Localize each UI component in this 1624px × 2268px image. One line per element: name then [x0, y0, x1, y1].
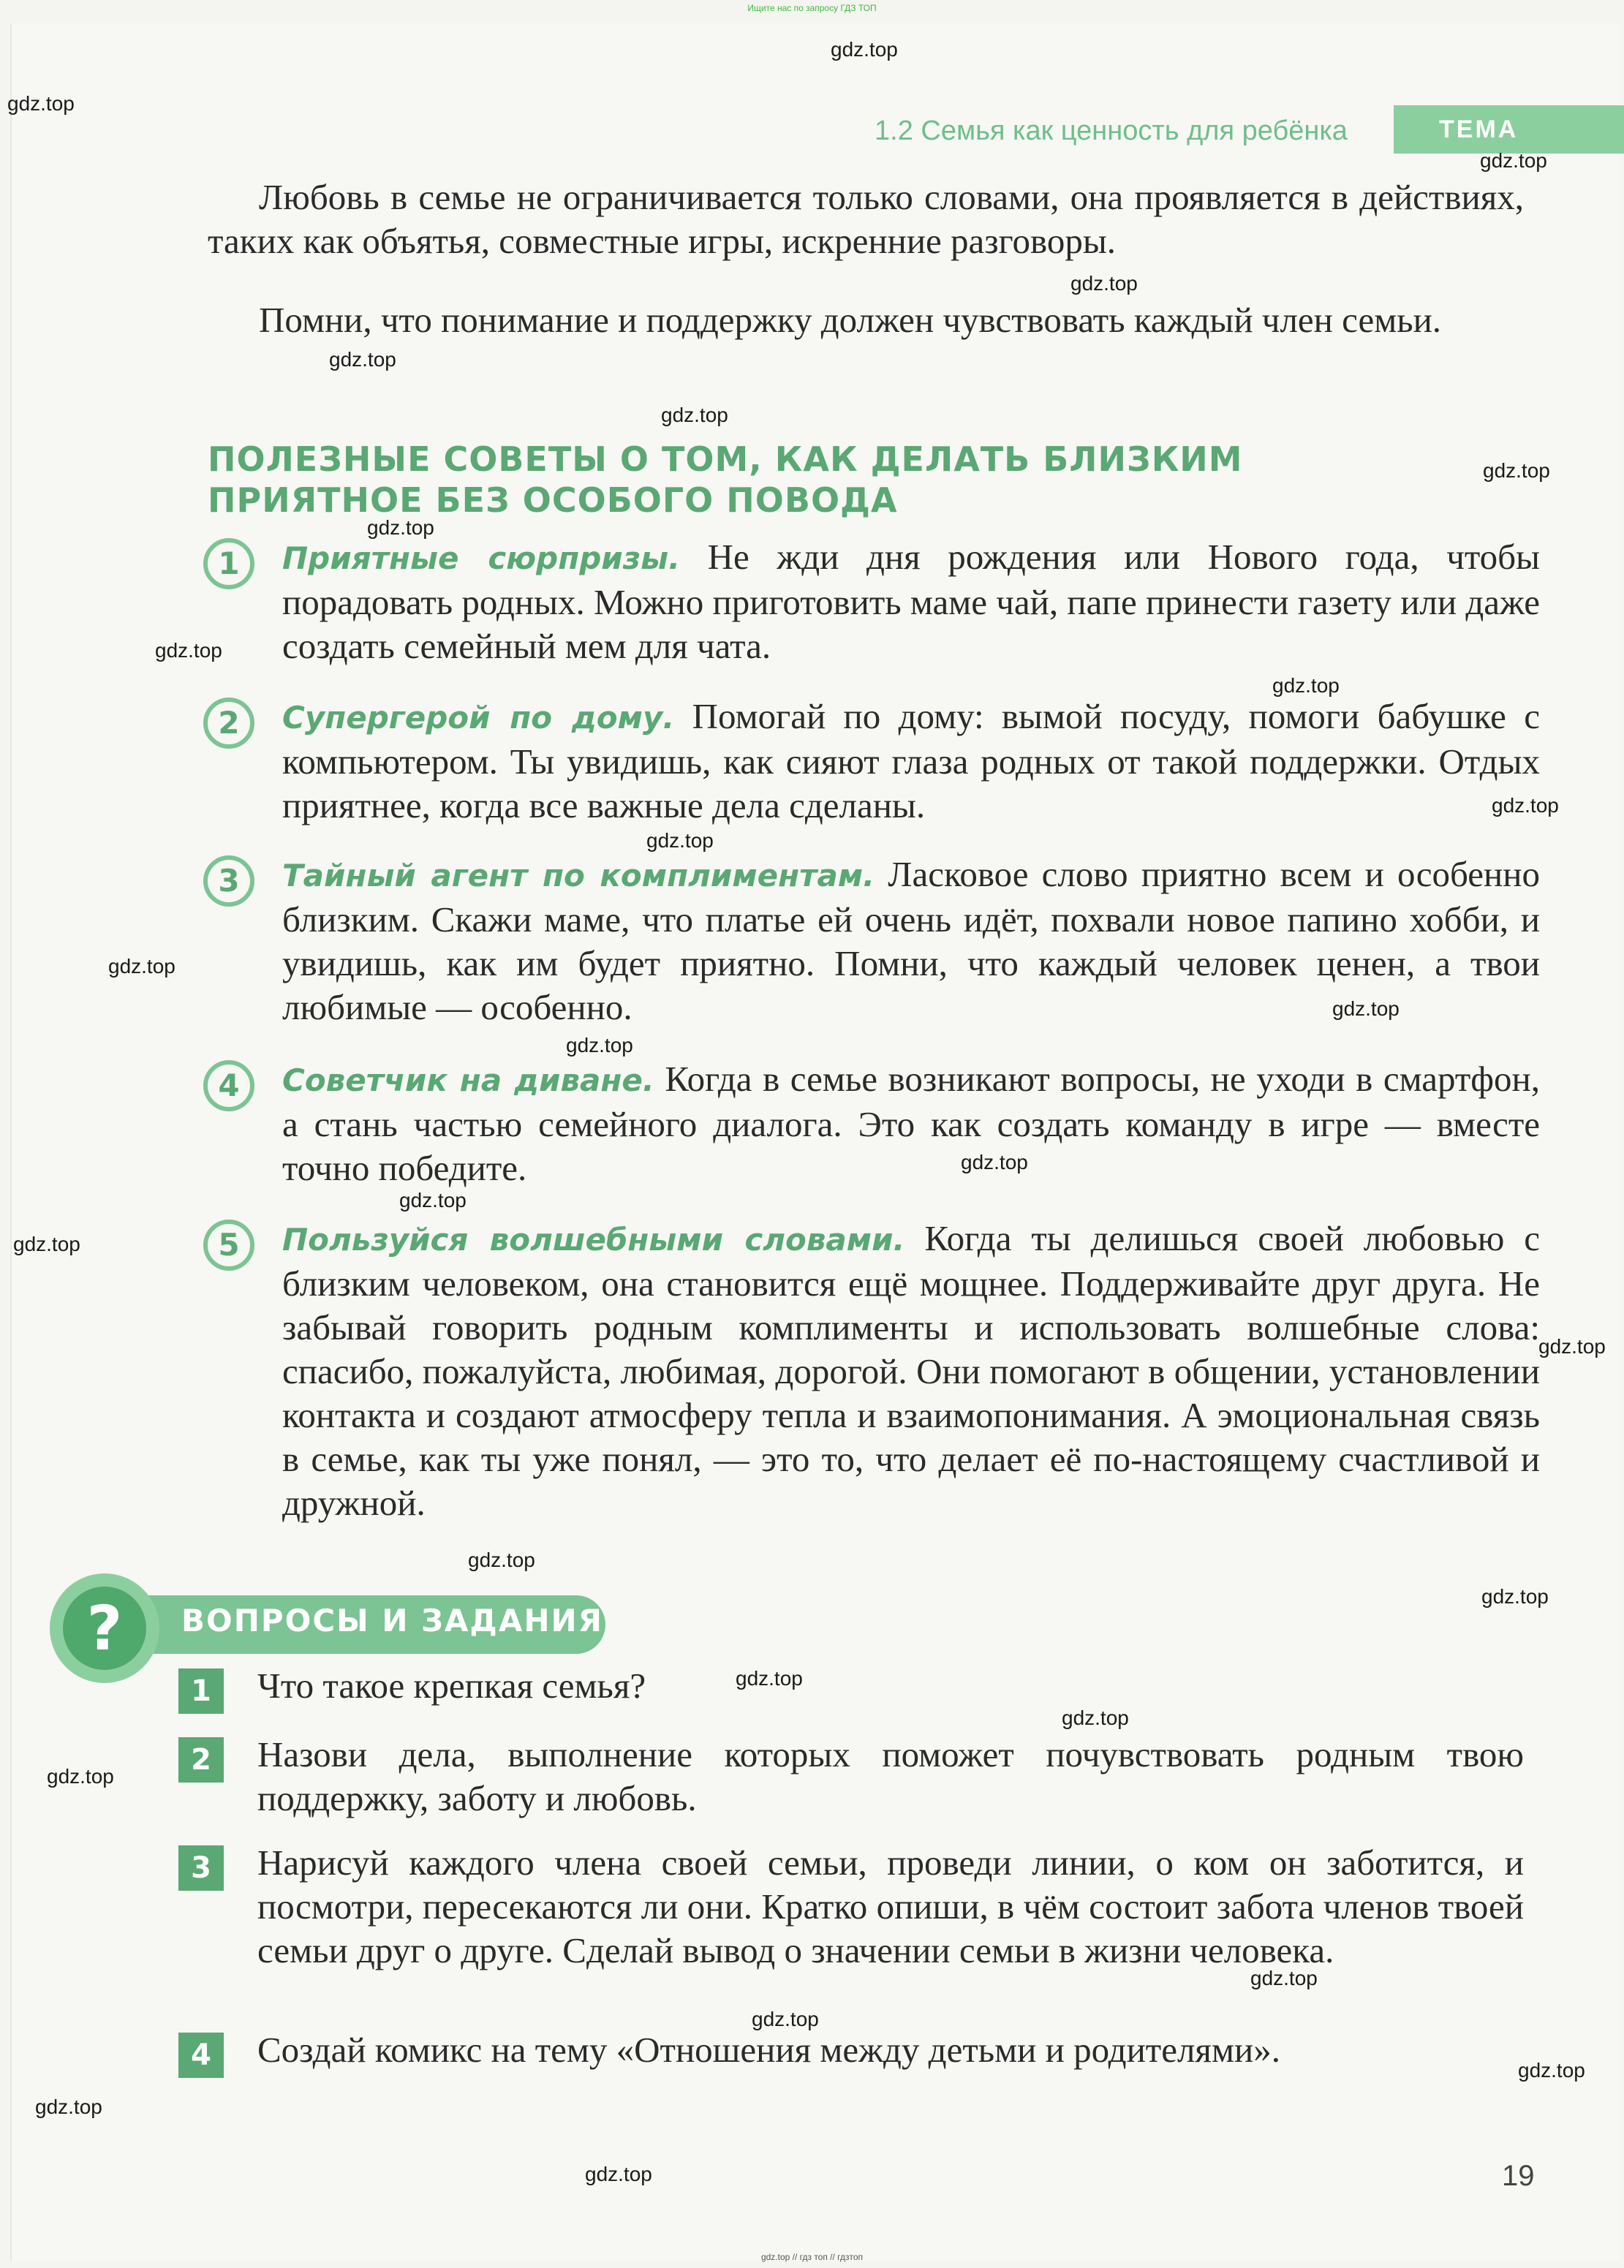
bottom-banner: gdz.top // гдз топ // гдзтоп: [760, 2252, 864, 2262]
tip-title: Тайный агент по комплиментам.: [282, 858, 875, 893]
watermark: gdz.top: [736, 1667, 803, 1690]
paragraph-support: Помни, что понимание и поддержку должен чувствовать каждый член семьи.: [259, 300, 1442, 340]
watermark: gdz.top: [35, 2095, 102, 2118]
tip-text: [282, 695, 1540, 828]
watermark: gdz.top: [108, 955, 175, 978]
watermark: gdz.top: [1481, 1585, 1549, 1608]
tip-number-badge: 1: [203, 538, 254, 589]
question-number: 3: [178, 1845, 224, 1891]
tip-body: Когда в семье возникают вопросы, не уходи в смартфон, а стань частью семейного диалога. Это как создать команду в игре — вместе точно победите.: [282, 1059, 1541, 1188]
watermark: gdz.top: [47, 1765, 114, 1788]
question-text: Назови дела, выполнение которых поможет почувствовать родным твою поддержку, заботу и любовь.: [257, 1734, 1524, 1818]
question-number: 2: [178, 1737, 224, 1783]
watermark: gdz.top: [1480, 149, 1547, 172]
tip-number-badge: 5: [203, 1220, 254, 1271]
watermark: gdz.top: [7, 92, 75, 115]
watermark: gdz.top: [1250, 1967, 1318, 1989]
watermark: gdz.top: [1538, 1335, 1606, 1358]
watermark: gdz.top: [1062, 1706, 1129, 1729]
watermark: gdz.top: [1492, 794, 1559, 817]
watermark: gdz.top: [399, 1189, 467, 1212]
tips-section-title: ПОЛЕЗНЫЕ СОВЕТЫ О ТОМ, КАК ДЕЛАТЬ БЛИЗКИМ ПРИЯТНОЕ БЕЗ ОСОБОГО ПОВОДА: [208, 439, 1243, 520]
paragraph-love: Любовь в семье не ограничивается только словами, она проявляется в действиях, таких как объятья, совместные игры, искренние разговоры.: [208, 177, 1524, 261]
watermark: gdz.top: [585, 2163, 652, 2185]
page-number: 19: [1502, 2160, 1535, 2192]
tip-title: Приятные сюрпризы.: [282, 540, 681, 576]
watermark: gdz.top: [566, 1034, 633, 1056]
section-header: 1.2 Семья как ценность для ребёнка: [875, 116, 1348, 146]
watermark: gdz.top: [1332, 997, 1400, 1020]
tip-text: [282, 1057, 1540, 1190]
question-text: Что такое крепкая семья?: [257, 1666, 646, 1706]
watermark: gdz.top: [752, 2008, 819, 2030]
question-number: 1: [178, 1668, 224, 1714]
watermark: gdz.top: [155, 639, 222, 662]
tip-body: Помогай по дому: вымой посуду, помоги бабушке с компьютером. Ты увидишь, как сияют глаза родных от такой поддержки. Отдых приятнее, когда все важные дела сделаны.: [282, 696, 1540, 825]
tip-number-badge: 2: [203, 698, 254, 749]
tip-body: Ласковое слово приятно всем и особенно близким. Скажи маме, что платье ей очень идёт, похвали новое папино хобби, и увидишь, как им будет приятно. Помни, что каждый человек ценен, а твои любимые — особенно.: [282, 854, 1540, 1027]
question-mark-icon: [50, 1573, 159, 1683]
watermark: gdz.top: [468, 1549, 535, 1571]
watermark: gdz.top: [661, 404, 728, 426]
watermark: gdz.top: [831, 38, 898, 61]
watermark: gdz.top: [1483, 459, 1550, 482]
top-banner: Ищите нас по запросу ГДЗ ТОП: [747, 3, 877, 13]
tip-number-badge: 3: [203, 855, 254, 907]
watermark: gdz.top: [961, 1151, 1028, 1173]
tema-tab: ТЕМА: [1394, 105, 1624, 154]
tip-body: Когда ты делишься своей любовью с близким человеком, она становится ещё мощнее. Поддерживайте друг друга. Не забывай говорить родным комплименты и использовать волшебные слова: спасибо, пожалуйста, любимая, дорогой. Они помогают в общении, установлении контакта и создают атмосферу тепла и взаимопонимания. А эмоциональная связь в семье, как ты уже понял, — это то, что делает её по-настоящему счастливой и дружной.: [282, 1218, 1540, 1523]
watermark: gdz.top: [367, 516, 434, 539]
tip-body: Не жди дня рождения или Нового года, чтобы порадовать родных. Можно приготовить маме чай, папе принести газету или даже создать семейный мем для чата.: [282, 537, 1540, 666]
questions-title: ВОПРОСЫ И ЗАДАНИЯ: [181, 1603, 603, 1638]
tip-title: Пользуйся волшебными словами.: [282, 1222, 905, 1258]
tip-title: Советчик на диване.: [282, 1062, 654, 1098]
watermark: gdz.top: [329, 348, 396, 371]
watermark: gdz.top: [1518, 2059, 1585, 2082]
question-mark-glyph: ?: [63, 1587, 146, 1670]
question-number: 4: [178, 2033, 224, 2078]
watermark: gdz.top: [646, 829, 714, 852]
watermark: gdz.top: [1272, 674, 1340, 697]
question-text: Нарисуй каждого члена своей семьи, проведи линии, о ком он заботится, и посмотри, пересекаются ли они. Кратко опиши, в чём состоит забота членов твоей семьи друг о друге. Сделай вывод о значении семьи в жизни человека.: [257, 1842, 1524, 1970]
tip-number-badge: 4: [203, 1060, 254, 1111]
tip-title: Супергерой по дому.: [282, 700, 675, 736]
questions-banner: [50, 1573, 605, 1668]
watermark: gdz.top: [1070, 272, 1138, 295]
tip-text: [282, 1217, 1540, 1525]
question-text: Создай комикс на тему «Отношения между детьми и родителями».: [257, 2030, 1280, 2070]
watermark: gdz.top: [13, 1233, 80, 1255]
tip-text: [282, 535, 1540, 668]
